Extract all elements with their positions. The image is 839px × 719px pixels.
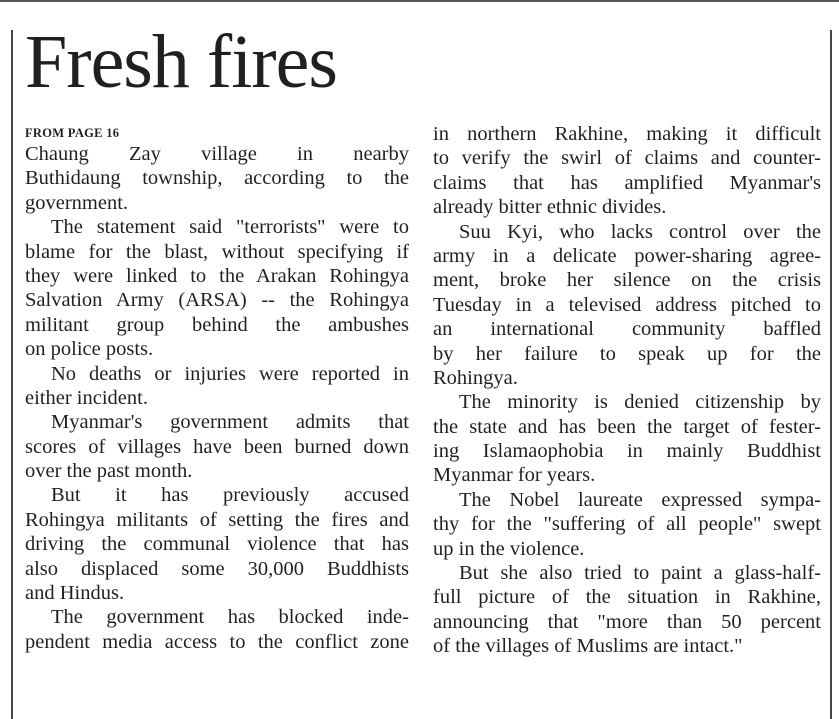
- text-line: pendent media access to the conflict zone: [25, 630, 409, 653]
- text-line: the state and has been the target of fester-: [433, 415, 821, 438]
- text-line: full picture of the situation in Rakhine,: [433, 586, 821, 609]
- text-line: up in the violence.: [433, 537, 585, 560]
- left-column: [25, 122, 409, 654]
- text-line: blame for the blast, without specifying if: [25, 240, 409, 263]
- top-rule: [0, 0, 839, 2]
- text-line: by her failure to speak up for the: [433, 342, 821, 365]
- text-line: Chaung Zay village in nearby: [25, 143, 409, 165]
- text-line: Suu Kyi, who lacks control over the: [459, 220, 821, 243]
- right-column-rule: [830, 30, 832, 719]
- text-line: scores of villages have been burned down: [25, 435, 409, 458]
- text-line: announcing that "more than 50 percent: [433, 610, 821, 633]
- text-line: thy for the "suffering of all people" swept: [433, 513, 821, 536]
- text-line: government.: [25, 191, 129, 214]
- text-line: Rohingya militants of setting the fires and: [25, 508, 409, 531]
- text-line: army in a delicate power-sharing agree-: [433, 244, 821, 267]
- text-line: also displaced some 30,000 Buddhists: [25, 557, 409, 580]
- text-line: But she also tried to paint a glass-half-: [459, 562, 821, 585]
- right-column: [433, 122, 821, 659]
- left-column-rule: [11, 30, 13, 719]
- text-line: either incident.: [25, 386, 148, 409]
- text-line: and Hindus.: [25, 582, 125, 605]
- text-line: militant group behind the ambushes: [25, 313, 409, 336]
- text-line: of the villages of Muslims are intact.": [433, 635, 743, 658]
- right-column-text: [433, 122, 821, 659]
- text-line: over the past month.: [25, 460, 193, 483]
- text-line: ment, broke her silence on the crisis: [433, 269, 821, 292]
- headline: Fresh fires: [25, 20, 337, 104]
- text-line: No deaths or injuries were reported in: [51, 362, 409, 385]
- text-line: Tuesday in a televised address pitched to: [433, 293, 821, 316]
- text-line: ing Islamaophobia in mainly Buddhist: [433, 440, 821, 463]
- text-line: The Nobel laureate expressed sympa-: [459, 488, 821, 511]
- text-line: on police posts.: [25, 338, 154, 361]
- continuation-kicker: FROM PAGE 16: [25, 126, 120, 140]
- text-line: Salvation Army (ARSA) -- the Rohingya: [25, 289, 409, 312]
- left-column-text: [25, 142, 409, 654]
- text-line: already bitter ethnic divides.: [433, 196, 667, 219]
- text-line: in northern Rakhine, making it difficult: [433, 123, 821, 145]
- text-line: Rohingya.: [433, 366, 518, 389]
- text-line: Myanmar's government admits that: [51, 411, 409, 434]
- text-line: The minority is denied citizenship by: [459, 391, 821, 414]
- text-line: an international community baffled: [433, 318, 821, 341]
- text-line: to verify the swirl of claims and counter-: [433, 147, 821, 170]
- text-line: they were linked to the Arakan Rohingya: [25, 264, 409, 287]
- text-line: driving the communal violence that has: [25, 533, 409, 556]
- text-line: The statement said "terrorists" were to: [51, 216, 409, 239]
- text-line: Buthidaung township, according to the: [25, 167, 409, 190]
- text-line: Myanmar for years.: [433, 464, 596, 487]
- text-line: But it has previously accused: [51, 484, 409, 507]
- text-line: claims that has amplified Myanmar's: [433, 171, 821, 194]
- text-line: The government has blocked inde-: [51, 606, 409, 629]
